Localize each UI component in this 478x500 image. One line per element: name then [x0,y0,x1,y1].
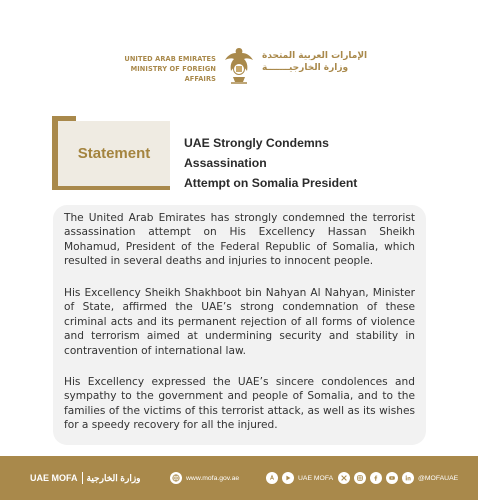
statement-badge [52,116,170,190]
body-paragraph: The United Arab Emirates has strongly condemned the terrorist assassination attempt on His Excellency Hassan Sheikh Mohamud, President of the Federal Republic of Somalia, which resulted in several deaths and injuries to innocent people. [64,212,415,268]
footer-brand-divider [82,472,83,484]
falcon-emblem-icon [219,44,259,88]
play-store-icon [282,472,294,484]
app-store-icon [266,472,278,484]
youtube-icon[interactable] [386,472,398,484]
org-name-arabic [262,50,378,74]
org-country-ar: الإمارات العربية المتحدة [262,51,368,61]
x-twitter-icon[interactable] [338,472,350,484]
headline-line-2: Attempt on Somalia President [184,176,358,190]
footer-website-text: www.mofa.gov.ae [186,474,240,482]
badge-accent-bottom [52,186,170,190]
footer-website-link[interactable] [170,470,239,486]
instagram-icon[interactable] [354,472,366,484]
footer-app-link[interactable] [266,470,333,486]
org-name-english [102,54,216,84]
footer-brand-ar: وزارة الخارجية [86,472,141,483]
body-paragraph: His Excellency Sheikh Shakhboot bin Nahyan Al Nahyan, Minister of State, affirmed the UAE’s strong condemnation of these criminal acts and its permanent rejection of all forms of violence and terrorism aimed at undermining security and stability in contravention of international law. [64,287,415,357]
footer-social-links [338,470,458,486]
statement-label: Statement [77,145,151,162]
org-country-en: UNITED ARAB EMIRATES [124,55,216,63]
globe-icon [170,472,182,484]
footer-bar [0,456,478,500]
footer-brand [30,470,141,486]
linkedin-icon[interactable] [402,472,414,484]
statement-headline [184,133,404,193]
org-ministry-ar: وزارة الخارجيـــــــة [262,63,349,73]
org-ministry-en: MINISTRY OF FOREIGN AFFAIRS [130,65,216,83]
body-paragraph: His Excellency expressed the UAE’s sincere condolences and sympathy to the government and people of Somalia, and to the families of the victims of this terrorist attack, as well as its wishes for a speedy recovery for all the injured. [64,376,415,432]
footer-social-handle: @MOFAUAE [418,474,459,482]
facebook-icon[interactable] [370,472,382,484]
statement-label-box [58,121,170,186]
headline-line-1: UAE Strongly Condemns Assassination [184,136,329,170]
footer-app-text: UAE MOFA [298,474,334,482]
footer-brand-en: UAE MOFA [30,473,78,483]
